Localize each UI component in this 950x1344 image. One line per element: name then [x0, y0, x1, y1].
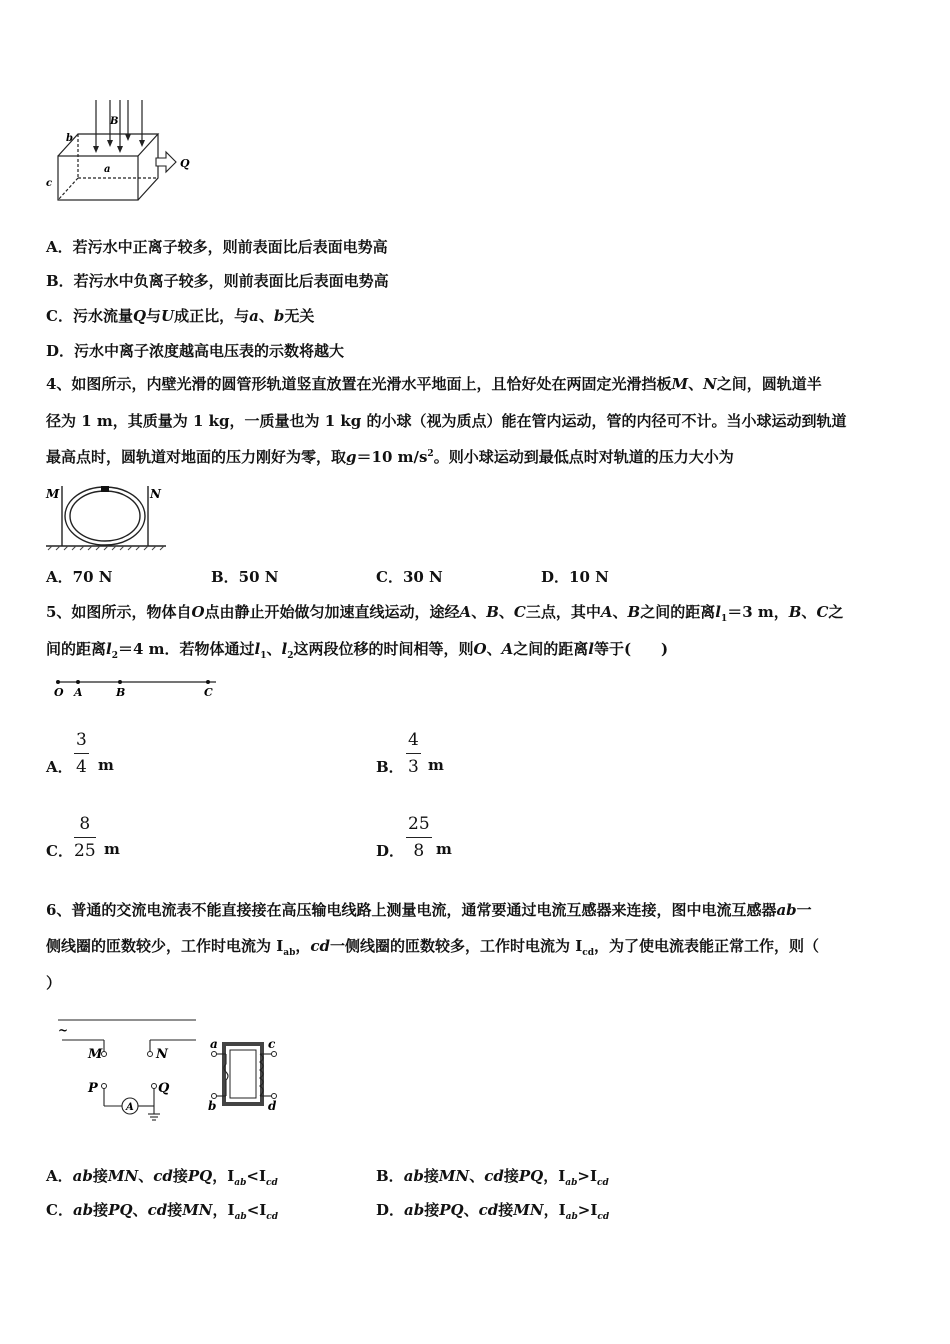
q5-stem-line2: 间的距离$l_2=4$ m．若物体通过$l_1$、$l_2$这两段位移的时间相等，则O、A之间的距离l等于( ) [46, 640, 669, 661]
q5-option-c[interactable]: C． $\frac{8}{25}$ m [46, 814, 120, 861]
label-tilde: ~ [58, 1023, 69, 1037]
label-M: M [46, 487, 60, 501]
label-c: c [46, 178, 53, 189]
q6-option-d[interactable]: D．ab接PQ、cd接MN，$I_{ab}>I_{cd}$ [376, 1201, 610, 1222]
q3-option-d[interactable]: D．污水中离子浓度越高电压表的示数将越大 [46, 342, 345, 360]
q4-stem-line1: 4、如图所示，内壁光滑的圆管形轨道竖直放置在光滑水平地面上，且恰好处在两固定光滑挡板M、N之间，圆轨道半 [46, 375, 822, 393]
motion-line-diagram [50, 674, 220, 702]
q3-option-b[interactable]: B．若污水中负离子较多，则前表面比后表面电势高 [46, 272, 389, 290]
point-C: C [204, 686, 213, 699]
q6-stem-line1: 6、普通的交流电流表不能直接接在高压输电线路上测量电流，通常要通过电流互感器来连接，图中电流互感器ab一 [46, 901, 812, 919]
label-Q: Q [180, 157, 190, 170]
q6-stem-line3: ） [46, 974, 62, 992]
fraction: $\frac{3}{4}$ [76, 730, 87, 777]
q4-option-c[interactable]: C．30 N [376, 568, 443, 586]
q4-option-b[interactable]: B．50 N [211, 568, 279, 586]
q6-option-a[interactable]: A．ab接MN、cd接PQ，$I_{ab}<I_{cd}$ [46, 1167, 278, 1188]
q5-option-b[interactable]: B． $\frac{4}{3}$ m [376, 730, 444, 777]
label-Q: Q [158, 1081, 170, 1096]
label-M: M [88, 1047, 103, 1062]
q6-option-c[interactable]: C．ab接PQ、cd接MN，$I_{ab}<I_{cd}$ [46, 1201, 279, 1222]
label-b: b [208, 1099, 217, 1113]
label-a: a [210, 1037, 218, 1051]
label-B: B [110, 116, 119, 127]
point-B: B [116, 686, 126, 699]
fraction: $\frac{25}{8}$ [408, 814, 430, 861]
ring-track-diagram [44, 480, 168, 552]
flowmeter-diagram [44, 96, 204, 208]
fraction: $\frac{8}{25}$ [74, 814, 96, 861]
label-N: N [156, 1047, 168, 1062]
label-d: d [268, 1099, 277, 1113]
label-P: P [88, 1081, 98, 1096]
q6-stem-line2: 侧线圈的匝数较少，工作时电流为 $I_{ab}$，cd一侧线圈的匝数较多，工作时电流为 $I_{cd}$，为了使电流表能正常工作，则（ [46, 937, 820, 958]
fraction: $\frac{4}{3}$ [408, 730, 419, 777]
q5-stem-line1: 5、如图所示，物体自O点由静止开始做匀加速直线运动，途经A、B、C三点，其中A、B之间的距离$l_1=3$ m，B、C之 [46, 603, 844, 624]
q3-option-a[interactable]: A．若污水中正离子较多，则前表面比后表面电势高 [46, 238, 388, 256]
label-a: a [104, 164, 111, 175]
q6-option-b[interactable]: B．ab接MN、cd接PQ，$I_{ab}>I_{cd}$ [376, 1167, 609, 1188]
q5-option-a[interactable]: A． $\frac{3}{4}$ m [46, 730, 114, 777]
ammeter-label: A [126, 1102, 134, 1113]
label-c: c [268, 1037, 276, 1051]
point-A: A [74, 686, 83, 699]
q5-option-d[interactable]: D． $\frac{25}{8}$ m [376, 814, 452, 861]
q4-stem-line3: 最高点时，圆轨道对地面的压力刚好为零，取g＝10 $m/s^2$。则小球运动到最低点时对轨道的压力大小为 [46, 448, 734, 466]
point-O: O [54, 686, 64, 699]
label-b: b [66, 133, 73, 144]
q3-option-c[interactable]: C．污水流量Q与U成正比，与a、b无关 [46, 307, 315, 325]
q4-option-a[interactable]: A．70 N [46, 568, 113, 586]
q4-option-d[interactable]: D．10 N [541, 568, 609, 586]
q4-stem-line2: 径为 1 m，其质量为 1 kg，一质量也为 1 kg 的小球（视为质点）能在管内运动，管的内径可不计。当小球运动到轨道 [46, 412, 847, 430]
label-N: N [150, 487, 161, 501]
transformer-diagram [50, 1014, 300, 1126]
